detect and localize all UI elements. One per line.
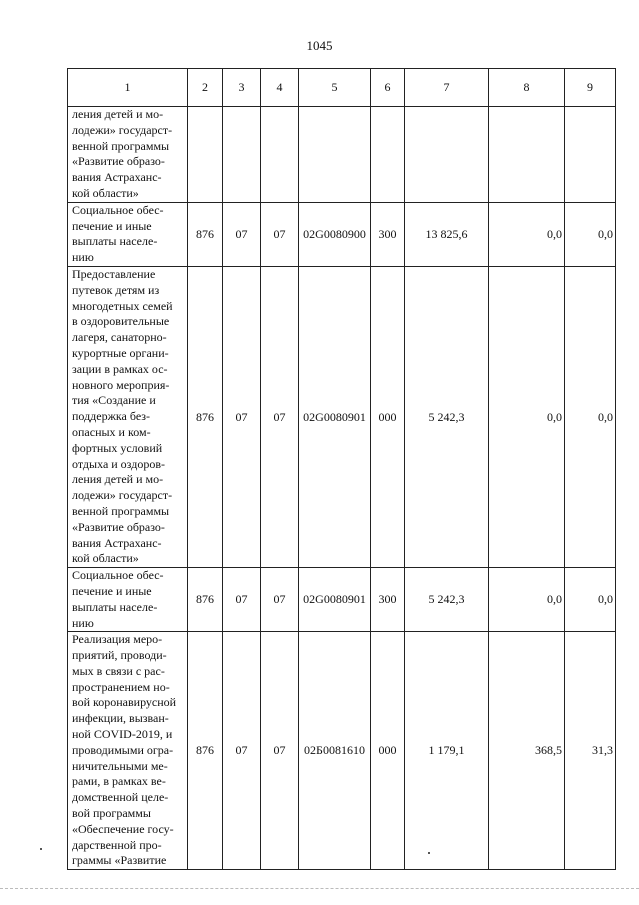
row-name-line: путевок детям из bbox=[72, 282, 160, 297]
row-name-line: мых в связи с рас- bbox=[72, 663, 165, 678]
target-article-cell bbox=[299, 107, 371, 203]
row-name-line: зации в рамках ос- bbox=[72, 361, 168, 376]
column-header: 4 bbox=[261, 69, 299, 107]
expense-type-cell: 000 bbox=[371, 266, 405, 567]
page-number: 1045 bbox=[306, 38, 333, 53]
subsection-cell: 07 bbox=[261, 632, 299, 870]
row-name-line: Социальное обес- bbox=[72, 568, 164, 583]
row-name-line: Социальное обес- bbox=[72, 202, 164, 217]
row-name-line: многодетных семей bbox=[72, 298, 173, 313]
column-header: 1 bbox=[68, 69, 188, 107]
scan-speck bbox=[40, 848, 42, 850]
code-admin-cell: 876 bbox=[188, 266, 223, 567]
row-name-cell bbox=[68, 107, 188, 203]
row-name-line: выплаты населе- bbox=[72, 599, 158, 614]
amount-2023-cell: 0,0 bbox=[565, 202, 616, 266]
expense-type-cell: 300 bbox=[371, 202, 405, 266]
amount-2022-cell: 368,5 bbox=[489, 632, 565, 870]
code-admin-cell: 876 bbox=[188, 568, 223, 632]
row-name-line: лодежи» государст- bbox=[72, 488, 173, 503]
section-cell: 07 bbox=[223, 266, 261, 567]
row-name-line: тия «Создание и bbox=[72, 393, 156, 408]
row-name-line: рами, в рамках ве- bbox=[72, 774, 166, 789]
row-name-line: лодежи» государст- bbox=[72, 122, 173, 137]
row-name-line: Предоставление bbox=[72, 266, 156, 281]
row-name-line: кой области» bbox=[72, 185, 139, 200]
table-row bbox=[68, 632, 616, 870]
subsection-cell bbox=[261, 107, 299, 203]
table-row bbox=[68, 202, 616, 266]
row-name-line: дарственной про- bbox=[72, 837, 162, 852]
amount-2022-cell: 0,0 bbox=[489, 568, 565, 632]
row-name-line: печение и иные bbox=[72, 218, 152, 233]
row-name-line: инфекции, вызван- bbox=[72, 711, 169, 726]
row-name-line: в оздоровительные bbox=[72, 314, 170, 329]
row-name-line: венной программы bbox=[72, 503, 170, 518]
row-name-line: граммы «Развитие bbox=[72, 853, 167, 868]
column-header: 3 bbox=[223, 69, 261, 107]
row-name-line: курортные органи- bbox=[72, 345, 169, 360]
row-name-line: домственной целе- bbox=[72, 790, 169, 805]
target-article-cell: 02G0080900 bbox=[299, 202, 371, 266]
row-name-line: венной программы bbox=[72, 138, 170, 153]
amount-2022-cell: 0,0 bbox=[489, 202, 565, 266]
section-cell: 07 bbox=[223, 568, 261, 632]
section-cell bbox=[223, 107, 261, 203]
target-article-cell: 02G0080901 bbox=[299, 266, 371, 567]
subsection-cell: 07 bbox=[261, 568, 299, 632]
row-name-line: вой программы bbox=[72, 806, 151, 821]
table-row bbox=[68, 266, 616, 567]
amount-2022-cell: 0,0 bbox=[489, 266, 565, 567]
amount-2021-cell: 5 242,3 bbox=[405, 266, 489, 567]
row-name-line: лагеря, санаторно- bbox=[72, 330, 167, 345]
column-header: 2 bbox=[188, 69, 223, 107]
column-header: 7 bbox=[405, 69, 489, 107]
amount-2023-cell: 31,3 bbox=[565, 632, 616, 870]
row-name-line: нию bbox=[72, 250, 94, 265]
amount-2021-cell: 13 825,6 bbox=[405, 202, 489, 266]
expense-type-cell bbox=[371, 107, 405, 203]
subsection-cell: 07 bbox=[261, 266, 299, 567]
row-name-line: фортных условий bbox=[72, 440, 163, 455]
column-header: 6 bbox=[371, 69, 405, 107]
row-name-line: ничительными ме- bbox=[72, 758, 168, 773]
target-article-cell: 02Б0081610 bbox=[299, 632, 371, 870]
code-admin-cell: 876 bbox=[188, 202, 223, 266]
budget-table bbox=[67, 68, 616, 870]
row-name-line: «Развитие образо- bbox=[72, 154, 165, 169]
amount-2021-cell: 1 179,1 bbox=[405, 632, 489, 870]
target-article-cell: 02G0080901 bbox=[299, 568, 371, 632]
row-name-cell bbox=[68, 632, 188, 870]
row-name-line: вой коронавирусной bbox=[72, 695, 177, 710]
header-row bbox=[68, 69, 616, 107]
row-name-line: ления детей и мо- bbox=[72, 107, 164, 121]
row-name-line: отдыха и оздоров- bbox=[72, 456, 165, 471]
column-header: 8 bbox=[489, 69, 565, 107]
table-row bbox=[68, 107, 616, 203]
row-name-cell bbox=[68, 202, 188, 266]
amount-2021-cell: 5 242,3 bbox=[405, 568, 489, 632]
row-name-line: опасных и ком- bbox=[72, 424, 151, 439]
amount-2022-cell bbox=[489, 107, 565, 203]
scan-edge-line bbox=[0, 888, 639, 889]
section-cell: 07 bbox=[223, 202, 261, 266]
row-name-line: печение и иные bbox=[72, 583, 152, 598]
row-name-line: кой области» bbox=[72, 551, 139, 566]
column-header: 9 bbox=[565, 69, 616, 107]
row-name-line: ной COVID-2019, и bbox=[72, 727, 173, 742]
row-name-line: нию bbox=[72, 615, 94, 630]
expense-type-cell: 000 bbox=[371, 632, 405, 870]
row-name-line: «Обеспечение госу- bbox=[72, 821, 174, 836]
row-name-line: выплаты населе- bbox=[72, 234, 158, 249]
row-name-line: «Развитие образо- bbox=[72, 519, 165, 534]
expense-type-cell: 300 bbox=[371, 568, 405, 632]
row-name-cell bbox=[68, 568, 188, 632]
section-cell: 07 bbox=[223, 632, 261, 870]
table-body bbox=[68, 107, 616, 870]
row-name-line: вания Астраханс- bbox=[72, 535, 162, 550]
row-name-line: поддержка без- bbox=[72, 409, 151, 424]
row-name-line: Реализация меро- bbox=[72, 632, 163, 647]
amount-2021-cell bbox=[405, 107, 489, 203]
amount-2023-cell: 0,0 bbox=[565, 568, 616, 632]
row-name-cell bbox=[68, 266, 188, 567]
row-name-line: ления детей и мо- bbox=[72, 472, 164, 487]
scan-speck bbox=[428, 852, 430, 854]
code-admin-cell bbox=[188, 107, 223, 203]
row-name-line: приятий, проводи- bbox=[72, 648, 167, 663]
subsection-cell: 07 bbox=[261, 202, 299, 266]
amount-2023-cell: 0,0 bbox=[565, 266, 616, 567]
code-admin-cell: 876 bbox=[188, 632, 223, 870]
row-name-line: пространением но- bbox=[72, 679, 170, 694]
row-name-line: проводимыми огра- bbox=[72, 742, 174, 757]
table-row bbox=[68, 568, 616, 632]
amount-2023-cell bbox=[565, 107, 616, 203]
column-header: 5 bbox=[299, 69, 371, 107]
row-name-line: новного мероприя- bbox=[72, 377, 170, 392]
row-name-line: вания Астраханс- bbox=[72, 170, 162, 185]
